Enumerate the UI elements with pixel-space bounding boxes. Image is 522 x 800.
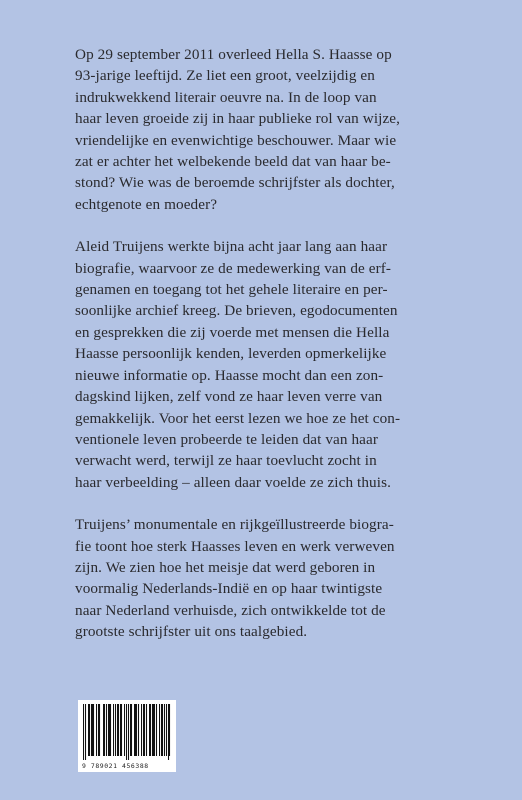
barcode-bar [149,704,150,756]
barcode-bar [161,704,162,756]
text-line: verwacht werd, terwijl ze haar toevlucht zocht in [75,452,377,470]
barcode-bar [128,704,129,760]
barcode-bar [169,704,170,756]
paragraph-spacer [75,215,475,236]
text-line: ventionele leven probeerde te leiden dat van haar [75,430,379,448]
barcode-bar [131,704,132,756]
barcode-bar [118,704,119,756]
barcode-bar [146,704,147,756]
barcode-bar [91,704,92,756]
barcode-bar [89,704,90,756]
barcode-bar [143,704,144,756]
barcode-bar [109,704,110,756]
text-line: stond? Wie was de beroemde schrijfster als dochter, [75,174,395,192]
text-line: biografie, waarvoor ze de medewerking van de erf- [75,259,392,277]
barcode-bar [168,704,169,760]
paragraph-spacer [75,493,475,514]
paragraph-2 [75,236,475,493]
text-line: haar leven groeide zij in haar publieke rol van wijze, [75,110,401,128]
barcode-bar [92,704,93,756]
text-line: fie toont hoe sterk Haasses leven en werk verweven [75,537,395,555]
isbn-barcode [78,700,176,772]
barcode-bar [136,704,137,756]
barcode-bar [120,704,121,756]
text-line: Haasse persoonlijk kenden, leverden opmerkelijke [75,345,387,363]
barcode-bar [124,704,125,756]
barcode-digits: 9 789021 456388 [82,762,149,770]
text-line: zat er achter het welbekende beeld dat van haar be- [75,153,391,171]
barcode-bar [152,704,153,756]
text-line: echtgenote en moeder? [75,195,218,213]
text-line: Aleid Truijens werkte bijna acht jaar lang aan haar [75,238,388,256]
barcode-bar [93,704,94,756]
barcode-bar [144,704,145,756]
barcode-bar [83,704,84,760]
text-line: indrukwekkend literair oeuvre na. In de loop van [75,88,377,106]
barcode-bar [98,704,99,756]
text-line: gemakkelijk. Voor het eerst lezen we hoe ze het con- [75,409,401,427]
barcode-bar [153,704,154,756]
barcode-bar [130,704,131,756]
barcode-bar [121,704,122,756]
barcode-bar [117,704,118,756]
text-line: voormalig Nederlands-Indië en op haar twintigste [75,580,383,598]
barcode-bar [159,704,160,756]
text-line: 93-jarige leeftijd. Ze liet een groot, veelzijdig en [75,67,375,85]
barcode-bar [115,704,116,756]
text-line: vriendelijke en evenwichtige beschouwer. Maar wie [75,131,397,149]
text-line: Op 29 september 2011 overleed Hella S. Haasse op [75,46,392,63]
text-line: haar verbeelding – alleen daar voelde ze zich thuis. [75,473,391,491]
text-line: soonlijke archief kreeg. De brieven, egodocumenten [75,302,398,320]
barcode-bar [156,704,157,756]
barcode-bar [106,704,107,756]
barcode-bar [134,704,135,756]
paragraph-1 [75,44,475,215]
barcode-bar [138,704,139,756]
barcode-bar [108,704,109,756]
text-line: genamen en toegang tot het gehele literaire en per- [75,281,388,299]
text-line: Truijens’ monumentale en rijkgeïllustreerde biogra- [75,516,394,534]
text-line: naar Nederland verhuisde, zich ontwikkelde tot de [75,601,386,619]
barcode-bar [135,704,136,756]
barcode-bar [85,704,86,760]
barcode-bar [141,704,142,756]
barcode-bar [110,704,111,756]
text-line: grootste schrijfster uit ons taalgebied. [75,623,308,641]
barcode-bar [103,704,104,756]
barcode-bar [126,704,127,760]
barcode-bar [104,704,105,756]
barcode-bar [96,704,97,756]
barcode-bar [113,704,114,756]
text-line: dagskind lijken, zelf vond ze haar leven verre van [75,388,383,406]
barcode-bar [166,704,167,756]
barcode-bar [162,704,163,756]
barcode-bars [83,704,171,760]
barcode-bar [154,704,155,756]
paragraph-3 [75,514,475,642]
barcode-bar [99,704,100,756]
blurb-text [75,44,475,643]
barcode-bar [88,704,89,756]
barcode-bar [164,704,165,756]
barcode-bar [150,704,151,756]
text-line: en gesprekken die zij voerde met mensen die Hella [75,323,390,341]
text-line: zijn. We zien hoe het meisje dat werd geboren in [75,558,376,576]
text-line: nieuwe informatie op. Haasse mocht dan een zon- [75,366,384,384]
